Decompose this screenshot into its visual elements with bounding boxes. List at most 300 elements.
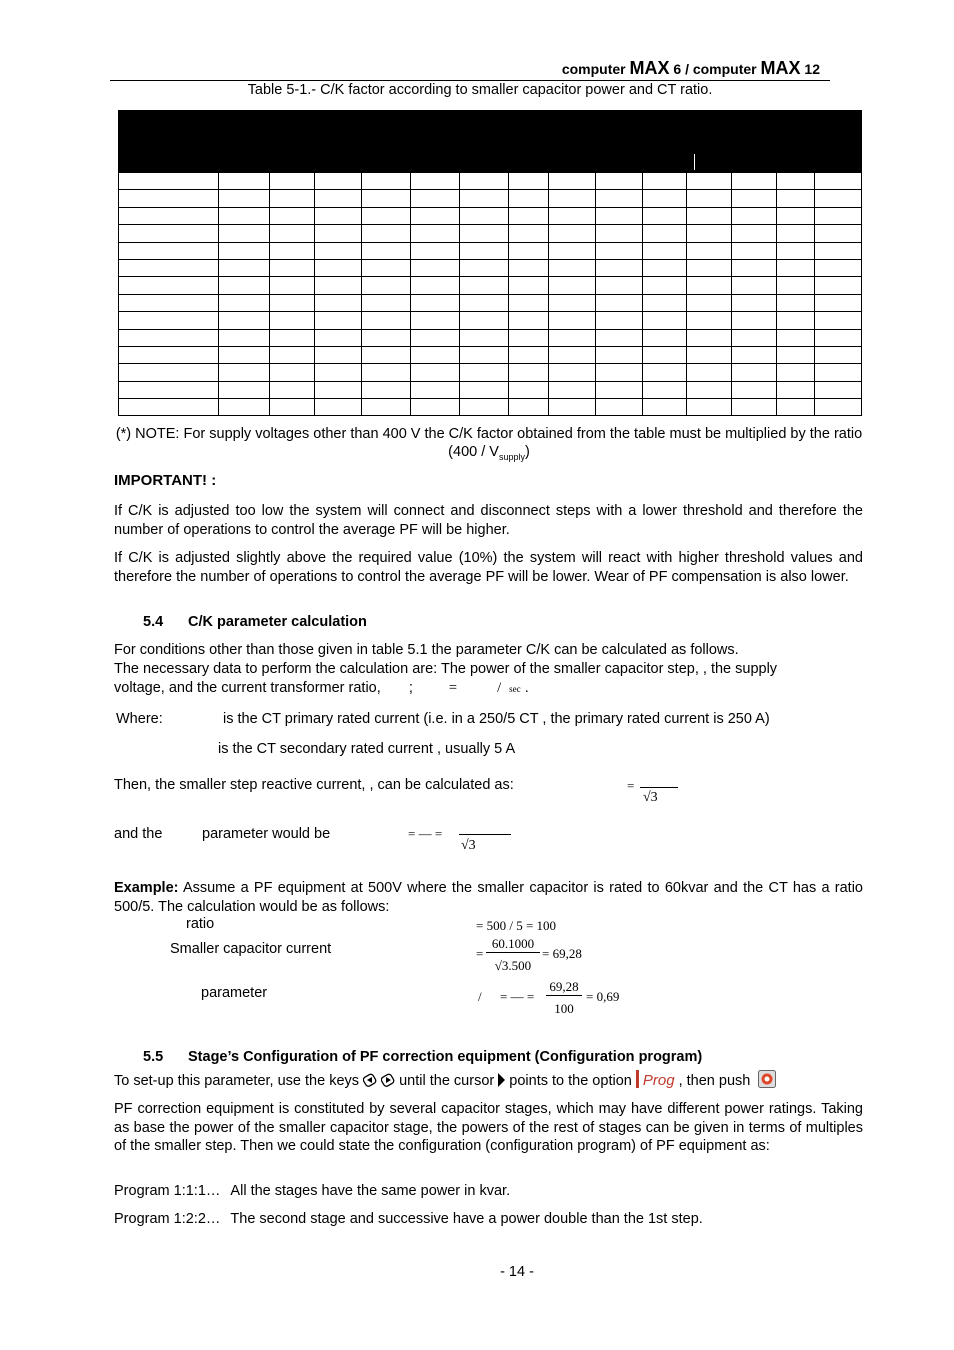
table-cell xyxy=(815,225,862,242)
table-cell xyxy=(687,225,732,242)
table-cell xyxy=(687,190,732,207)
table-cell xyxy=(776,207,814,224)
table-cell xyxy=(410,329,459,346)
table-cell xyxy=(219,381,270,398)
table-cell xyxy=(508,312,548,329)
program-1-text: All the stages have the same power in kvar. xyxy=(230,1183,511,1199)
table-row xyxy=(119,277,862,294)
table-cell xyxy=(361,346,410,363)
table-cell xyxy=(642,381,687,398)
table-cell xyxy=(732,225,777,242)
ex-current-eq-sign: = xyxy=(476,946,484,961)
table-cell xyxy=(270,312,315,329)
table-row xyxy=(119,294,862,311)
table-cell xyxy=(410,294,459,311)
table-row xyxy=(119,312,862,329)
table-cell xyxy=(314,312,361,329)
table-cell xyxy=(776,312,814,329)
table-cell xyxy=(119,312,219,329)
table-cell xyxy=(642,346,687,363)
table-cell xyxy=(687,242,732,259)
setup-text-a: To set-up this parameter, use the keys xyxy=(114,1073,360,1089)
where-line-1: is the CT primary rated current (i.e. in a 250/5 CT , the primary rated current is 250 A) xyxy=(223,711,770,727)
formula-equals: = xyxy=(448,680,458,696)
table-cell xyxy=(459,207,508,224)
prog-bar-icon xyxy=(636,1070,639,1088)
table-row xyxy=(119,364,862,381)
table-cell xyxy=(314,294,361,311)
table-cell xyxy=(410,225,459,242)
table-cell xyxy=(687,207,732,224)
table-cell xyxy=(548,294,595,311)
table-cell xyxy=(410,190,459,207)
ex-param-label: parameter xyxy=(201,985,268,1001)
table-cell xyxy=(361,294,410,311)
table-row xyxy=(119,329,862,346)
table-cell xyxy=(776,259,814,276)
note-close: ) xyxy=(524,444,530,460)
table-cell xyxy=(548,173,595,190)
prog-option-label: Prog xyxy=(642,1072,675,1089)
intro-line-3-text: voltage, and the current transformer ratio, xyxy=(114,680,381,696)
table-cell xyxy=(815,173,862,190)
table-cell xyxy=(219,225,270,242)
table-cell xyxy=(508,346,548,363)
table-row xyxy=(119,225,862,242)
table-cell xyxy=(270,225,315,242)
where-line-2: is the CT secondary rated current , usually 5 A xyxy=(218,741,516,757)
table-row xyxy=(119,399,862,416)
table-cell xyxy=(314,381,361,398)
table-cell xyxy=(119,277,219,294)
table-cell xyxy=(548,242,595,259)
table-cell xyxy=(119,399,219,416)
table-cell xyxy=(459,381,508,398)
table-cell xyxy=(815,346,862,363)
table-cell xyxy=(508,277,548,294)
table-cell xyxy=(219,173,270,190)
table-cell xyxy=(119,364,219,381)
table-cell xyxy=(815,364,862,381)
table-cell xyxy=(459,329,508,346)
table-cell xyxy=(732,364,777,381)
table-row xyxy=(119,381,862,398)
table-cell xyxy=(270,277,315,294)
table-cell xyxy=(219,207,270,224)
ex-param-result: = 0,69 xyxy=(586,989,620,1004)
table-cell xyxy=(687,399,732,416)
param-sqrt3: √3 xyxy=(461,838,476,853)
param-equals: = — = xyxy=(408,826,443,841)
table-cell xyxy=(642,329,687,346)
table-cell xyxy=(270,381,315,398)
table-cell xyxy=(548,312,595,329)
table-cell xyxy=(595,346,642,363)
table-cell xyxy=(219,329,270,346)
header-max: MAX xyxy=(629,58,670,78)
then-fraction-bar xyxy=(640,787,678,788)
intro-line-3 xyxy=(114,680,529,697)
table-cell xyxy=(410,242,459,259)
table-cell xyxy=(119,207,219,224)
ex-ratio-eq: = 500 / 5 = 100 xyxy=(476,918,557,933)
table-cell xyxy=(219,364,270,381)
table-cell xyxy=(642,207,687,224)
table-cell xyxy=(270,242,315,259)
where-label: Where: xyxy=(116,711,163,727)
table-header-divider xyxy=(694,154,695,170)
table-cell xyxy=(776,190,814,207)
program-2-text: The second stage and successive have a power double than the 1st step. xyxy=(230,1211,703,1227)
ex-param-den: 100 xyxy=(554,1001,574,1016)
table-cell xyxy=(815,277,862,294)
table-cell xyxy=(410,312,459,329)
table-cell xyxy=(548,364,595,381)
key-left-icon xyxy=(363,1073,377,1087)
table-cell xyxy=(595,207,642,224)
table-cell xyxy=(361,277,410,294)
table-cell xyxy=(776,364,814,381)
table-cell xyxy=(219,259,270,276)
table-header-block xyxy=(118,110,862,172)
table-cell xyxy=(508,207,548,224)
table-cell xyxy=(361,329,410,346)
table-cell xyxy=(219,312,270,329)
table-cell xyxy=(459,294,508,311)
table-cell xyxy=(732,277,777,294)
table-cell xyxy=(776,294,814,311)
table-cell xyxy=(776,277,814,294)
table-cell xyxy=(219,346,270,363)
table-cell xyxy=(508,225,548,242)
param-text: parameter would be xyxy=(202,826,331,842)
table-cell xyxy=(270,399,315,416)
table-cell xyxy=(119,190,219,207)
table-cell xyxy=(732,399,777,416)
table-cell xyxy=(459,225,508,242)
ex-current-den: √3.500 xyxy=(494,958,532,973)
header-rule xyxy=(110,80,830,81)
table-cell xyxy=(361,381,410,398)
ex-param-num: 69,28 xyxy=(546,979,582,996)
ex-param-mid: = — = xyxy=(500,989,535,1004)
table-cell xyxy=(595,364,642,381)
table-cell xyxy=(687,381,732,398)
table-cell xyxy=(642,190,687,207)
table-cell xyxy=(732,329,777,346)
example-paragraph xyxy=(114,879,863,916)
program-1-label: Program 1:1:1… xyxy=(114,1183,221,1199)
table-cell xyxy=(687,277,732,294)
intro-line-2: The necessary data to perform the calculation are: The power of the smaller capacitor step, , the supply xyxy=(114,661,778,677)
program-2-line xyxy=(114,1211,703,1227)
table-cell xyxy=(219,190,270,207)
ex-ratio-label: ratio xyxy=(186,916,215,932)
table-cell xyxy=(595,173,642,190)
table-cell xyxy=(776,346,814,363)
table-cell xyxy=(314,346,361,363)
table-cell xyxy=(270,364,315,381)
ck-table-grid xyxy=(118,172,862,416)
table-cell xyxy=(361,207,410,224)
setup-text-c: points to the option xyxy=(509,1073,632,1089)
table-cell xyxy=(595,381,642,398)
table-cell xyxy=(219,277,270,294)
table-cell xyxy=(642,364,687,381)
table-cell xyxy=(270,173,315,190)
header-model: 6 / computer xyxy=(673,61,757,77)
table-cell xyxy=(361,190,410,207)
table-cell xyxy=(314,277,361,294)
table-cell xyxy=(314,207,361,224)
setup-text-d: , then push xyxy=(678,1073,751,1089)
table-cell xyxy=(548,329,595,346)
table-cell xyxy=(642,259,687,276)
section-number: 5.4 xyxy=(143,614,164,630)
table-cell xyxy=(548,225,595,242)
table-row xyxy=(119,207,862,224)
table-cell xyxy=(732,207,777,224)
table-cell xyxy=(410,364,459,381)
table-cell xyxy=(410,259,459,276)
table-cell xyxy=(732,242,777,259)
note-text: (*) NOTE: For supply voltages other than 400 V the C/K factor obtained from the table must be multiplied by the ratio (400 / V xyxy=(115,426,863,460)
table-row xyxy=(119,346,862,363)
table-cell xyxy=(815,399,862,416)
table-cell xyxy=(732,381,777,398)
table-cell xyxy=(119,329,219,346)
table-cell xyxy=(219,399,270,416)
section-5-5-heading xyxy=(143,1049,702,1065)
section-number: 5.5 xyxy=(143,1049,164,1065)
table-row xyxy=(119,259,862,276)
table-cell xyxy=(459,190,508,207)
then-sqrt3: √3 xyxy=(643,790,658,805)
table-cell xyxy=(410,381,459,398)
table-cell xyxy=(314,242,361,259)
table-cell xyxy=(270,346,315,363)
table-cell xyxy=(410,207,459,224)
table-cell xyxy=(119,242,219,259)
example-text: Assume a PF equipment at 500V where the smaller capacitor is rated to 60kvar and the CT has a ratio 500/5. The calculation would be as follows: xyxy=(114,880,863,915)
table-cell xyxy=(508,364,548,381)
table-cell xyxy=(815,294,862,311)
table-cell xyxy=(595,329,642,346)
table-cell xyxy=(548,277,595,294)
table-cell xyxy=(361,364,410,381)
table-cell xyxy=(548,207,595,224)
table-cell xyxy=(119,225,219,242)
table-cell xyxy=(508,399,548,416)
table-cell xyxy=(687,329,732,346)
ck-table xyxy=(118,172,862,416)
table-cell xyxy=(361,242,410,259)
table-cell xyxy=(361,259,410,276)
table-cell xyxy=(119,346,219,363)
table-cell xyxy=(314,329,361,346)
table-cell xyxy=(410,277,459,294)
table-cell xyxy=(595,242,642,259)
param-fraction-bar xyxy=(459,834,511,835)
table-cell xyxy=(595,312,642,329)
table-cell xyxy=(732,312,777,329)
page-number: - 14 - xyxy=(500,1264,534,1280)
table-cell xyxy=(732,294,777,311)
table-cell xyxy=(459,277,508,294)
table-cell xyxy=(314,190,361,207)
table-cell xyxy=(732,259,777,276)
table-cell xyxy=(314,364,361,381)
table-cell xyxy=(459,242,508,259)
then-equals: = xyxy=(627,778,635,793)
table-cell xyxy=(361,312,410,329)
table-cell xyxy=(642,277,687,294)
table-cell xyxy=(314,173,361,190)
table-cell xyxy=(508,259,548,276)
intro-line-1: For conditions other than those given in table 5.1 the parameter C/K can be calculated as follows. xyxy=(114,642,739,658)
table-cell xyxy=(687,346,732,363)
table-cell xyxy=(548,381,595,398)
program-1-line xyxy=(114,1183,510,1199)
table-cell xyxy=(687,259,732,276)
table-cell xyxy=(642,225,687,242)
header-model-2: 12 xyxy=(804,61,820,77)
formula-slash: / xyxy=(497,680,502,696)
table-cell xyxy=(548,399,595,416)
ex-current-num: 60.1000 xyxy=(486,936,540,953)
table-cell xyxy=(776,399,814,416)
table-cell xyxy=(314,259,361,276)
table-cell xyxy=(548,259,595,276)
table-caption: Table 5-1.- C/K factor according to smaller capacitor power and CT ratio. xyxy=(247,82,713,98)
section-title: C/K parameter calculation xyxy=(188,614,367,630)
formula-sec: sec xyxy=(509,684,521,694)
table-cell xyxy=(687,312,732,329)
table-cell xyxy=(776,173,814,190)
table-cell xyxy=(314,399,361,416)
setup-text-b: until the cursor xyxy=(399,1073,495,1089)
table-cell xyxy=(815,207,862,224)
then-text: Then, the smaller step reactive current, , can be calculated as: xyxy=(114,777,514,793)
example-label: Example: xyxy=(114,880,179,896)
table-cell xyxy=(548,346,595,363)
table-cell xyxy=(732,190,777,207)
table-cell xyxy=(459,259,508,276)
table-cell xyxy=(595,294,642,311)
setup-line xyxy=(114,1070,776,1089)
pf-paragraph: PF correction equipment is constituted by several capacitor stages, which may have different power ratings. Taking as base the power of the smaller capacitor stage, the powers of the rest of stages can be given in terms of multiples of the smaller step. Then we could state the configuration (configuration program) of PF equipment as: xyxy=(114,1101,863,1154)
table-cell xyxy=(642,173,687,190)
formula-semicolon: ; xyxy=(408,680,413,696)
table-row xyxy=(119,190,862,207)
table-cell xyxy=(595,399,642,416)
table-cell xyxy=(459,173,508,190)
table-cell xyxy=(361,225,410,242)
table-cell xyxy=(314,225,361,242)
header-brand: computer xyxy=(561,61,626,77)
section-5-4-heading xyxy=(143,614,367,630)
table-cell xyxy=(642,242,687,259)
table-cell xyxy=(815,259,862,276)
ex-param-slash: / xyxy=(478,989,482,1004)
table-cell xyxy=(595,259,642,276)
table-cell xyxy=(119,173,219,190)
table-cell xyxy=(595,190,642,207)
table-cell xyxy=(508,329,548,346)
table-cell xyxy=(548,190,595,207)
table-cell xyxy=(687,364,732,381)
section-title: Stage’s Configuration of PF correction equipment (Configuration program) xyxy=(188,1049,703,1065)
table-cell xyxy=(219,242,270,259)
table-cell xyxy=(508,294,548,311)
table-cell xyxy=(776,225,814,242)
table-cell xyxy=(815,312,862,329)
table-cell xyxy=(270,259,315,276)
table-cell xyxy=(642,399,687,416)
table-cell xyxy=(410,399,459,416)
table-cell xyxy=(270,294,315,311)
key-right-icon xyxy=(381,1073,395,1087)
table-cell xyxy=(459,346,508,363)
table-cell xyxy=(508,242,548,259)
important-heading: IMPORTANT! : xyxy=(114,472,217,489)
table-cell xyxy=(270,207,315,224)
table-cell xyxy=(776,242,814,259)
table-cell xyxy=(361,173,410,190)
table-cell xyxy=(508,381,548,398)
table-note xyxy=(114,425,864,466)
ex-current-label: Smaller capacitor current xyxy=(170,941,332,957)
ex-current-result: = 69,28 xyxy=(542,946,582,961)
table-row xyxy=(119,173,862,190)
table-cell xyxy=(642,312,687,329)
program-2-label: Program 1:2:2… xyxy=(114,1211,221,1227)
table-cell xyxy=(595,277,642,294)
table-cell xyxy=(815,190,862,207)
table-cell xyxy=(119,259,219,276)
table-cell xyxy=(361,399,410,416)
table-cell xyxy=(815,329,862,346)
table-cell xyxy=(687,173,732,190)
table-cell xyxy=(410,173,459,190)
table-cell xyxy=(459,312,508,329)
table-cell xyxy=(776,381,814,398)
header-max-2: MAX xyxy=(760,58,801,78)
table-cell xyxy=(459,364,508,381)
table-cell xyxy=(776,329,814,346)
important-paragraph-2: If C/K is adjusted slightly above the required value (10%) the system will react with higher threshold values and therefore the number of operations to control the average PF will be lower. Wear of PF compensation is also lower. xyxy=(114,550,863,585)
and-text: and the xyxy=(114,826,163,842)
table-cell xyxy=(270,329,315,346)
table-cell xyxy=(732,173,777,190)
table-cell xyxy=(508,190,548,207)
table-cell xyxy=(642,294,687,311)
table-cell xyxy=(459,399,508,416)
enter-key-icon xyxy=(758,1070,776,1088)
table-cell xyxy=(119,294,219,311)
important-paragraph-1: If C/K is adjusted too low the system will connect and disconnect steps with a lower threshold and therefore the number of operations to control the average PF will be higher. xyxy=(114,503,863,538)
table-cell xyxy=(119,381,219,398)
note-sub: supply xyxy=(498,451,525,462)
table-cell xyxy=(595,225,642,242)
cursor-arrow-icon xyxy=(498,1073,505,1087)
table-cell xyxy=(732,346,777,363)
table-cell xyxy=(410,346,459,363)
table-cell xyxy=(687,294,732,311)
table-cell xyxy=(219,294,270,311)
table-row xyxy=(119,242,862,259)
formula-end: . xyxy=(524,680,529,696)
